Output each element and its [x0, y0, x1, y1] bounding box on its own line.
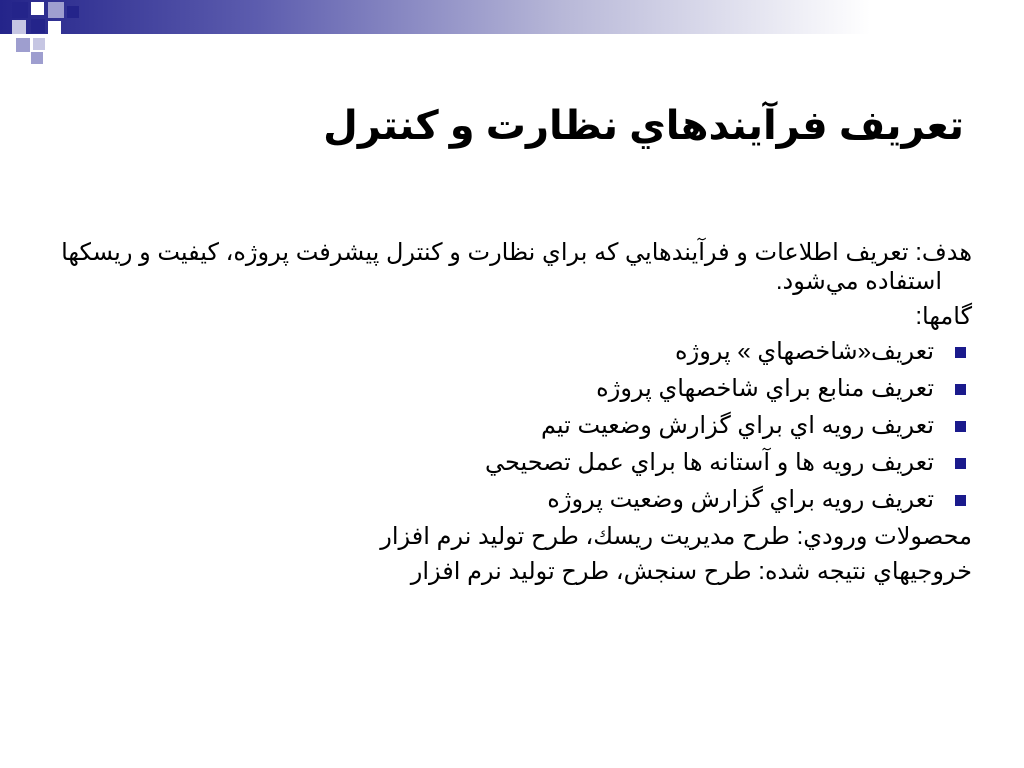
square-bullet-icon	[955, 421, 966, 432]
square-bullet-icon	[955, 347, 966, 358]
slide-title: تعريف فرآيندهاي نظارت و کنترل	[323, 104, 964, 148]
square-bullet-icon	[955, 458, 966, 469]
steps-list	[60, 337, 972, 514]
list-item	[60, 485, 972, 514]
steps-label: گامها:	[915, 303, 972, 330]
outputs-text: خروجيهاي نتيجه شده: طرح سنجش، طرح توليد نرم افزار	[410, 558, 972, 585]
inputs-text: محصولات ورودي: طرح مديريت ريسك، طرح توليد نرم افزار	[380, 523, 972, 550]
header-band	[0, 0, 1024, 34]
step-text: تعريف«شاخصهاي » پروژه	[675, 338, 934, 365]
step-text: تعريف رويه ها و آستانه ها براي عمل تصحيحي	[485, 449, 934, 476]
square-bullet-icon	[955, 384, 966, 395]
goal-text: هدف: تعريف اطلاعات و فرآيندهايي که براي نظارت و کنترل پيشرفت پروژه، کيفيت و ريسکها استفاده مي‌شود.	[61, 239, 972, 295]
list-item	[60, 337, 972, 366]
list-item	[60, 411, 972, 440]
step-text: تعريف رويه اي براي گزارش وضعيت تيم	[540, 412, 934, 439]
list-item	[60, 374, 972, 403]
step-text: تعريف رويه براي گزارش وضعيت پروژه	[547, 486, 934, 513]
step-text: تعريف منابع براي شاخصهاي پروژه	[596, 375, 934, 402]
slide-body	[60, 238, 972, 592]
square-bullet-icon	[955, 495, 966, 506]
list-item	[60, 448, 972, 477]
